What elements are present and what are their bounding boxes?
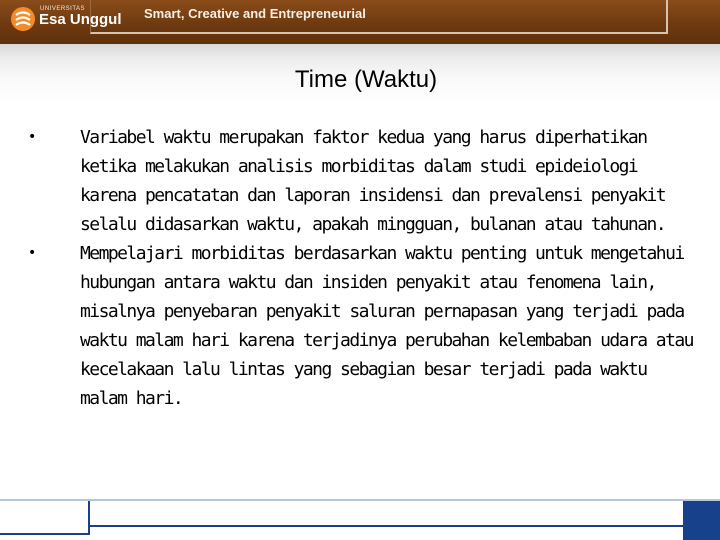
footer xyxy=(0,501,720,540)
logo-small-text: UNIVERSITAS xyxy=(40,6,86,12)
footer-right-block xyxy=(683,501,720,540)
header-banner xyxy=(0,0,720,44)
bullet-item xyxy=(28,123,698,239)
bullet-marker: • xyxy=(28,245,37,261)
esa-unggul-logo-icon xyxy=(10,6,36,32)
bullet-item xyxy=(28,239,698,413)
logo-name: Esa Unggul xyxy=(39,11,122,28)
university-logo xyxy=(10,4,122,34)
bullet-text: Variabel waktu merupakan faktor kedua yang harus diperhatikan ketika melakukan analisis morbiditas dalam studi epideiologi karena pencatatan dan laporan insidensi dan prevalensi penyakit selalu didasarkan waktu, apakah mingguan, bulanan atau tahunan. xyxy=(80,127,666,235)
bullet-marker: • xyxy=(28,129,37,145)
footer-middle-rule xyxy=(88,501,683,527)
bullet-text: Mempelajari morbiditas berdasarkan waktu penting untuk mengetahui hubungan antara waktu dan insiden penyakit atau fenomena lain, misalnya penyebaran penyakit saluran pernapasan yang terjadi pada waktu malam hari karena terjadinya perubahan kelembaban udara atau kecelakaan lalu lintas yang sebagian besar terjadi pada waktu malam hari. xyxy=(80,243,693,409)
header-tagline: Smart, Creative and Entrepreneurial xyxy=(144,6,366,21)
slide-title: Time (Waktu) xyxy=(294,66,438,93)
bullet-list xyxy=(28,123,698,413)
footer-left-block xyxy=(0,501,90,535)
